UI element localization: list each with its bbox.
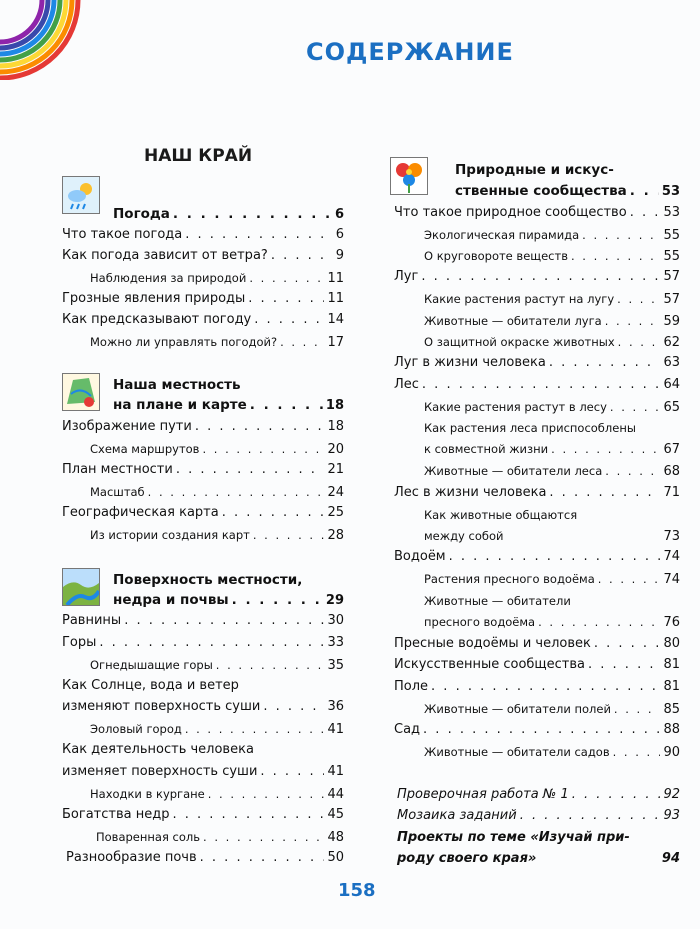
- toc-item-test[interactable]: Проверочная работа № 1 . . . 92: [397, 787, 680, 803]
- toc-item[interactable]: Пресные водоёмы и человек . . . 80: [394, 636, 680, 652]
- toc-subitem[interactable]: Наблюдения за природой . . . 11: [90, 270, 344, 287]
- toc-subitem[interactable]: Экологическая пирамида . . . 55: [424, 227, 680, 244]
- toc-item[interactable]: изменяют поверхность суши . . . 36: [62, 699, 344, 715]
- rainbow-decoration: [0, 0, 90, 80]
- toc-item[interactable]: Лес . . . 64: [394, 377, 680, 393]
- toc-item[interactable]: Луг . . . 57: [394, 269, 680, 285]
- toc-item-mosaic[interactable]: Мозаика заданий . . . 93: [397, 808, 680, 824]
- toc-item[interactable]: Как погода зависит от ветра? . . . 9: [62, 248, 344, 264]
- toc-subitem[interactable]: Эоловый город . . . 41: [90, 721, 344, 738]
- toc-item[interactable]: Искусственные сообщества . . . 81: [394, 657, 680, 673]
- toc-item[interactable]: Равнины . . . 30: [62, 613, 344, 629]
- toc-subitem[interactable]: Находки в кургане . . . 44: [90, 786, 344, 803]
- toc-item[interactable]: Как предсказывают погоду . . . 14: [62, 312, 344, 328]
- toc-subitem[interactable]: к совместной жизни . . . 67: [424, 441, 680, 458]
- toc-item[interactable]: Разнообразие почв . . . 50: [66, 850, 344, 866]
- toc-subitem[interactable]: Какие растения растут в лесу . . . 65: [424, 399, 680, 416]
- toc-item[interactable]: Водоём . . . 74: [394, 549, 680, 565]
- toc-item-line1[interactable]: Как Солнце, вода и ветер: [62, 678, 239, 693]
- page-title: СОДЕРЖАНИЕ: [306, 38, 514, 66]
- toc-heading-terrain[interactable]: на плане и карте . . . 18: [113, 397, 344, 414]
- toc-heading-terrain-line1[interactable]: Наша местность: [113, 377, 241, 393]
- toc-item-projects-line1[interactable]: Проекты по теме «Изучай при-: [397, 830, 630, 845]
- toc-item[interactable]: Географическая карта . . . 25: [62, 505, 344, 521]
- toc-subitem[interactable]: между собой 73: [424, 529, 680, 544]
- toc-heading-surface-line1[interactable]: Поверхность местности,: [113, 572, 303, 588]
- toc-subitem[interactable]: Животные — обитатели леса . . . 68: [424, 463, 680, 480]
- toc-heading-communities[interactable]: ственные сообщества . . . 53: [455, 183, 680, 200]
- toc-subitem[interactable]: Поваренная соль . . . 48: [96, 829, 344, 846]
- toc-subitem-line1[interactable]: Животные — обитатели: [424, 594, 571, 608]
- toc-item[interactable]: Сад . . . 88: [394, 722, 680, 738]
- weather-icon: [62, 176, 100, 214]
- toc-subitem[interactable]: Какие растения растут на лугу . . . 57: [424, 291, 680, 308]
- toc-item[interactable]: Лес в жизни человека . . . 71: [394, 485, 680, 501]
- toc-item[interactable]: Горы . . . 33: [62, 635, 344, 651]
- map-icon: [62, 373, 100, 411]
- toc-item-line1[interactable]: Как деятельность человека: [62, 742, 254, 757]
- toc-subitem[interactable]: Из истории создания карт . . . 28: [90, 527, 344, 544]
- toc-subitem[interactable]: Огнедышащие горы . . . 35: [90, 657, 344, 674]
- toc-item[interactable]: Богатства недр . . . 45: [62, 807, 344, 823]
- toc-subitem-line1[interactable]: Как животные общаются: [424, 508, 578, 522]
- toc-subitem[interactable]: О круговороте веществ . . . 55: [424, 248, 680, 265]
- toc-subitem[interactable]: Растения пресного водоёма . . . 74: [424, 571, 680, 588]
- toc-subitem[interactable]: Можно ли управлять погодой? . . . 17: [90, 334, 344, 351]
- toc-heading-weather[interactable]: Погода . . . 6: [113, 206, 344, 223]
- toc-item[interactable]: Что такое природное сообщество . . . 53: [394, 205, 680, 221]
- toc-item[interactable]: Что такое погода . . . 6: [62, 227, 344, 243]
- toc-heading-surface[interactable]: недра и почвы . . . 29: [113, 592, 344, 609]
- landscape-icon: [62, 568, 100, 606]
- toc-subitem[interactable]: Животные — обитатели садов . . . 90: [424, 744, 680, 761]
- toc-item-projects[interactable]: роду своего края» 94: [397, 851, 680, 866]
- toc-item[interactable]: Луг в жизни человека . . . 63: [394, 355, 680, 371]
- toc-subitem[interactable]: Животные — обитатели полей . . . 85: [424, 701, 680, 718]
- toc-item[interactable]: Грозные явления природы . . . 11: [62, 291, 344, 307]
- toc-item[interactable]: изменяет поверхность суши . . . 41: [62, 764, 344, 780]
- section-title: НАШ КРАЙ: [144, 146, 253, 166]
- toc-subitem[interactable]: О защитной окраске животных . . . 62: [424, 334, 680, 351]
- toc-item[interactable]: Изображение пути . . . 18: [62, 419, 344, 435]
- toc-subitem[interactable]: Животные — обитатели луга . . . 59: [424, 313, 680, 330]
- toc-subitem[interactable]: Масштаб . . . 24: [90, 484, 344, 501]
- toc-subitem[interactable]: пресного водоёма . . . 76: [424, 614, 680, 631]
- page-number: 158: [338, 880, 376, 901]
- toc-subitem[interactable]: Схема маршрутов . . . 20: [90, 441, 344, 458]
- toc-subitem-line1[interactable]: Как растения леса приспособлены: [424, 421, 636, 435]
- toc-heading-communities-line1[interactable]: Природные и искус-: [455, 162, 614, 178]
- toc-item[interactable]: План местности . . . 21: [62, 462, 344, 478]
- toc-item[interactable]: Поле . . . 81: [394, 679, 680, 695]
- flower-icon: [390, 157, 428, 195]
